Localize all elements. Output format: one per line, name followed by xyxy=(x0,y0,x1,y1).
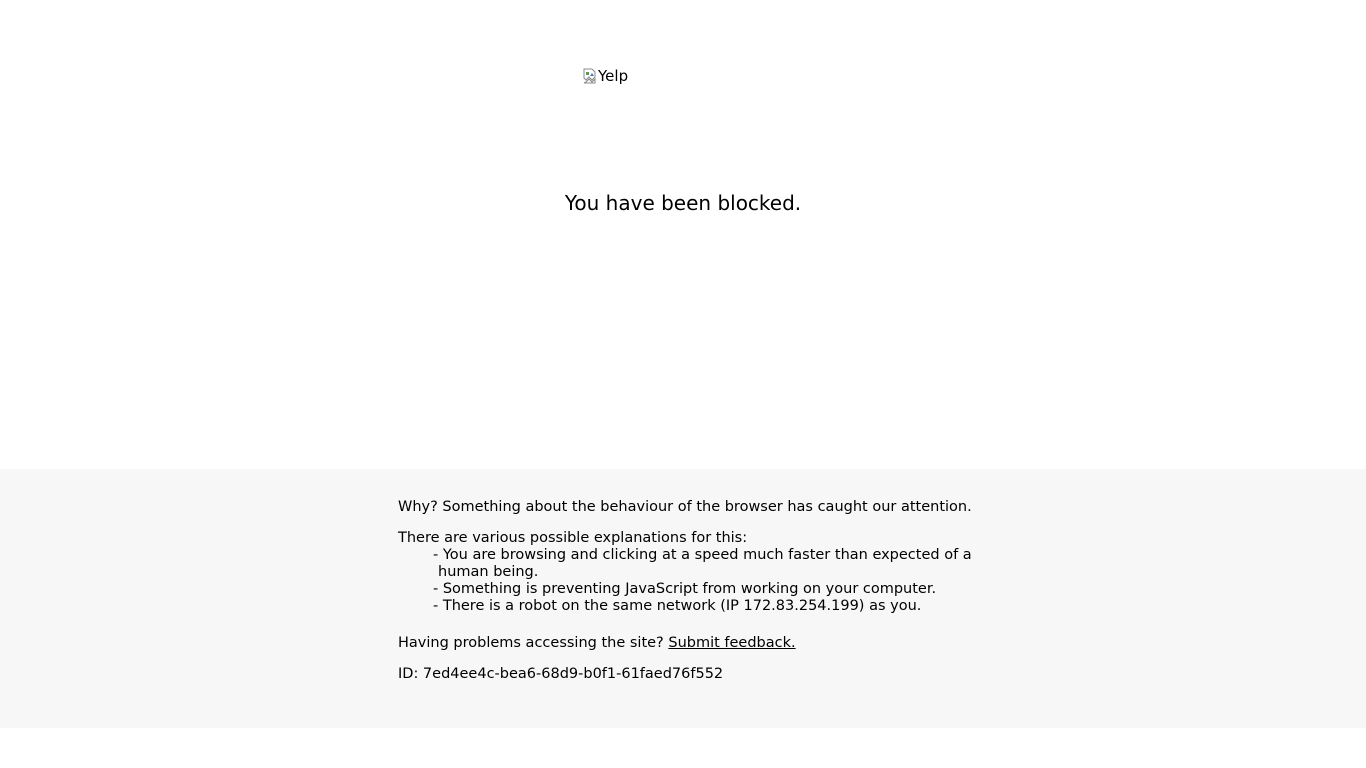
why-text: Why? Something about the behaviour of the browser has caught our attention. xyxy=(398,499,972,515)
list-item-text: - There is a robot on the same network (IP 172.83.254.199) as you. xyxy=(433,598,922,614)
list-item-text: - Something is preventing JavaScript from working on your computer. xyxy=(433,581,937,597)
explanations-intro: There are various possible explanations for this: xyxy=(398,530,748,546)
list-item-continuation: human being. xyxy=(438,564,539,580)
explanation-content xyxy=(398,499,978,683)
logo-alt-text: Yelp xyxy=(598,67,629,85)
explanations-list xyxy=(398,547,978,615)
list-item-text: - You are browsing and clicking at a speed much faster than expected of a xyxy=(433,547,972,563)
page-title: You have been blocked. xyxy=(564,191,802,215)
broken-image-icon xyxy=(583,68,597,84)
problems-text: Having problems accessing the site? xyxy=(398,635,664,651)
list-item xyxy=(398,547,978,581)
request-id: ID: 7ed4ee4c-bea6-68d9-b0f1-61faed76f552 xyxy=(398,666,724,682)
yelp-logo[interactable] xyxy=(583,66,628,86)
list-item xyxy=(398,581,978,598)
explanation-panel xyxy=(0,469,1366,728)
list-item xyxy=(398,598,978,615)
submit-feedback-link[interactable]: Submit feedback. xyxy=(668,635,796,651)
problems-line xyxy=(398,635,978,652)
